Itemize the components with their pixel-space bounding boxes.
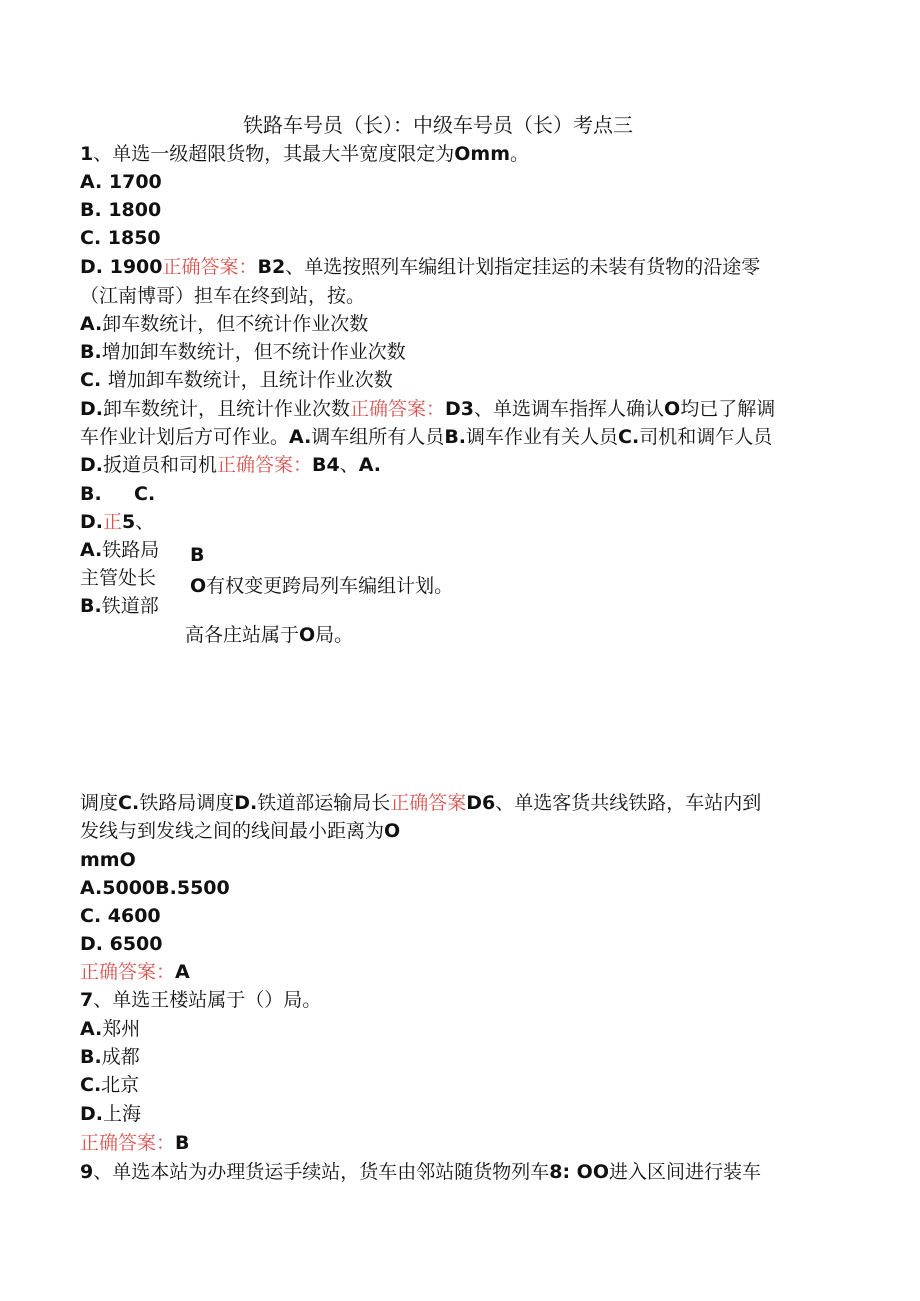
option-ab: A.5000B.5500 bbox=[80, 877, 230, 899]
option-b: B.铁道部 bbox=[80, 595, 159, 617]
option-c: C. 4600 bbox=[80, 905, 161, 927]
question-6-cont: 发线与到发线之间的线间最小距离为O bbox=[80, 820, 401, 842]
answer-and-question-4: D.扳道员和司机正确答案：B4、A. bbox=[80, 454, 382, 476]
unit: mmO bbox=[80, 849, 136, 871]
page-title: 铁路车号员（长）：中级车号员（长）考点三 bbox=[243, 113, 633, 137]
answer-and-question-2: D. 1900正确答案：B2、单选按照列车编组计划指定挂运的未装有货物的沿途零 bbox=[80, 256, 761, 278]
option-c: C.北京 bbox=[80, 1074, 140, 1096]
option-a: A. 1700 bbox=[80, 171, 162, 193]
fragment-b: B bbox=[190, 544, 205, 566]
question-1: 1、单选一级超限货物，其最大半宽度限定为Omm。 bbox=[80, 143, 530, 165]
answer-and-question-3: D.卸车数统计，且统计作业次数正确答案：D3、单选调车指挥人确认O均已了解调 bbox=[80, 398, 776, 420]
answer-and-question-6: 调度C.铁路局调度D.铁道部运输局长正确答案D6、单选客货共线铁路，车站内到 bbox=[80, 792, 762, 814]
question-2-cont: （江南博哥）担车在终到站，按。 bbox=[80, 285, 366, 307]
option-b: B.增加卸车数统计，但不统计作业次数 bbox=[80, 341, 406, 363]
option-d: D. 6500 bbox=[80, 933, 163, 955]
answer-6: 正确答案：A bbox=[80, 961, 190, 983]
option-a: A.铁路局 bbox=[80, 539, 160, 561]
option-c: C. 1850 bbox=[80, 227, 161, 249]
question-9: 9、单选本站为办理货运手续站，货车由邻站随货物列车8: OO进入区间进行装车 bbox=[80, 1161, 762, 1183]
answer-7: 正确答案：B bbox=[80, 1132, 190, 1154]
question-3-options: 车作业计划后方可作业。A.调车组所有人员B.调车作业有关人员C.司机和调乍人员 bbox=[80, 426, 773, 448]
option-d: D.上海 bbox=[80, 1103, 142, 1125]
option-a: A.卸车数统计，但不统计作业次数 bbox=[80, 313, 369, 335]
question-7: 7、单选王楼站属于（）局。 bbox=[80, 989, 322, 1011]
option-b: B.成都 bbox=[80, 1046, 140, 1068]
option-c: C. 增加卸车数统计，且统计作业次数 bbox=[80, 369, 393, 391]
answer-fragment: D.正5、 bbox=[80, 511, 155, 533]
question-6-text: 高各庄站属于O局。 bbox=[185, 624, 354, 646]
option-a-cont: 主管处长 bbox=[80, 567, 157, 589]
option-a: A.郑州 bbox=[80, 1018, 141, 1040]
option-c: C. bbox=[134, 483, 156, 505]
option-b: B. bbox=[80, 483, 102, 505]
option-b: B. 1800 bbox=[80, 199, 162, 221]
question-5-text: O有权变更跨局列车编组计划。 bbox=[190, 575, 454, 597]
